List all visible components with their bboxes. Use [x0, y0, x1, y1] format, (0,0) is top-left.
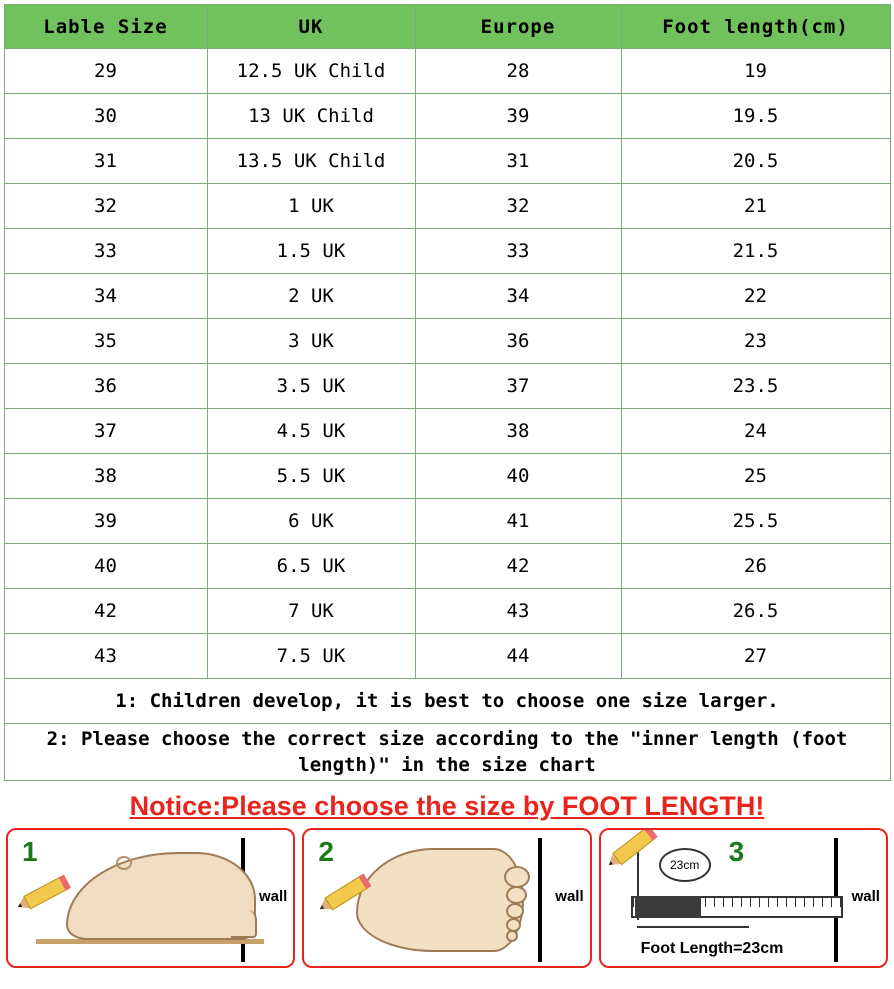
table-row [4, 454, 890, 499]
step-card-1 [6, 828, 295, 968]
table-note-row [4, 724, 890, 781]
cell-foot-length: 24 [621, 409, 890, 454]
cell-europe: 43 [415, 589, 621, 634]
table-row [4, 589, 890, 634]
cell-uk: 6 UK [207, 499, 415, 544]
pencil-icon [14, 875, 70, 915]
wall-label-1: wall [258, 888, 288, 905]
cell-lable-size: 31 [4, 139, 207, 184]
size-chart-page [0, 4, 894, 989]
cell-uk: 6.5 UK [207, 544, 415, 589]
foot-toe-icon [231, 910, 257, 938]
cell-foot-length: 26 [621, 544, 890, 589]
table-row [4, 409, 890, 454]
cell-europe: 38 [415, 409, 621, 454]
column-header-lable-size: Lable Size [4, 5, 207, 49]
table-row [4, 319, 890, 364]
size-chart-table [4, 4, 891, 781]
note-inner-length: 2: Please choose the correct size according to the "inner length (foot length)" in the size chart [4, 724, 890, 781]
table-row [4, 229, 890, 274]
step-number-3: 3 [728, 836, 745, 867]
foot-length-caption: Foot Length=23cm [640, 940, 784, 957]
ankle-marker-icon [116, 856, 132, 870]
toes-icon [496, 866, 530, 940]
cell-lable-size: 33 [4, 229, 207, 274]
cell-europe: 28 [415, 49, 621, 94]
table-row [4, 274, 890, 319]
cell-uk: 4.5 UK [207, 409, 415, 454]
cell-lable-size: 35 [4, 319, 207, 364]
column-header-foot-length: Foot length(cm) [621, 5, 890, 49]
cell-europe: 42 [415, 544, 621, 589]
table-row [4, 184, 890, 229]
cell-foot-length: 21.5 [621, 229, 890, 274]
cell-uk: 1 UK [207, 184, 415, 229]
step-number-1: 1 [22, 836, 38, 867]
cell-europe: 40 [415, 454, 621, 499]
table-row [4, 544, 890, 589]
cell-europe: 36 [415, 319, 621, 364]
cell-europe: 34 [415, 274, 621, 319]
cell-lable-size: 32 [4, 184, 207, 229]
cell-foot-length: 19.5 [621, 94, 890, 139]
wall-label-2: wall [555, 888, 584, 905]
table-row [4, 634, 890, 679]
foot-outline-band-icon [635, 896, 701, 918]
cell-foot-length: 27 [621, 634, 890, 679]
cell-lable-size: 42 [4, 589, 207, 634]
table-header [4, 5, 890, 49]
notice-banner: Notice:Please choose the size by FOOT LENGTH! [129, 791, 765, 821]
step-card-2 [302, 828, 591, 968]
cell-foot-length: 20.5 [621, 139, 890, 184]
cell-foot-length: 19 [621, 49, 890, 94]
cell-uk: 7 UK [207, 589, 415, 634]
cell-uk: 3.5 UK [207, 364, 415, 409]
table-header-row [4, 5, 890, 49]
cell-europe: 31 [415, 139, 621, 184]
cell-foot-length: 21 [621, 184, 890, 229]
cell-lable-size: 39 [4, 499, 207, 544]
column-header-europe: Europe [415, 5, 621, 49]
cell-foot-length: 23 [621, 319, 890, 364]
cell-lable-size: 38 [4, 454, 207, 499]
cell-europe: 39 [415, 94, 621, 139]
column-header-uk: UK [207, 5, 415, 49]
table-note-row [4, 679, 890, 724]
cell-lable-size: 34 [4, 274, 207, 319]
cell-europe: 32 [415, 184, 621, 229]
cell-lable-size: 30 [4, 94, 207, 139]
step-card-3 [599, 828, 888, 968]
pencil-icon [604, 828, 657, 871]
cell-lable-size: 40 [4, 544, 207, 589]
cell-europe: 33 [415, 229, 621, 274]
measure-arrow-icon [637, 926, 749, 928]
wall-line-icon [538, 838, 542, 962]
cell-uk: 12.5 UK Child [207, 49, 415, 94]
table-row [4, 364, 890, 409]
table-row [4, 94, 890, 139]
table-row [4, 499, 890, 544]
cell-uk: 7.5 UK [207, 634, 415, 679]
step-number-2: 2 [318, 836, 334, 867]
cell-europe: 37 [415, 364, 621, 409]
cell-foot-length: 26.5 [621, 589, 890, 634]
cell-lable-size: 37 [4, 409, 207, 454]
foot-top-view-icon [356, 848, 524, 952]
cell-lable-size: 36 [4, 364, 207, 409]
cell-europe: 41 [415, 499, 621, 544]
table-body [4, 49, 890, 781]
cell-uk: 2 UK [207, 274, 415, 319]
cell-uk: 13.5 UK Child [207, 139, 415, 184]
cell-lable-size: 29 [4, 49, 207, 94]
table-row [4, 49, 890, 94]
cell-foot-length: 25 [621, 454, 890, 499]
cell-foot-length: 22 [621, 274, 890, 319]
cell-europe: 44 [415, 634, 621, 679]
note-children-develop: 1: Children develop, it is best to choose one size larger. [4, 679, 890, 724]
wall-label-3: wall [851, 888, 880, 905]
cell-uk: 5.5 UK [207, 454, 415, 499]
measuring-steps [4, 828, 890, 968]
cell-uk: 3 UK [207, 319, 415, 364]
cell-uk: 1.5 UK [207, 229, 415, 274]
foot-side-view-icon [66, 852, 256, 940]
cell-lable-size: 43 [4, 634, 207, 679]
cell-uk: 13 UK Child [207, 94, 415, 139]
cell-foot-length: 23.5 [621, 364, 890, 409]
table-row [4, 139, 890, 184]
cell-foot-length: 25.5 [621, 499, 890, 544]
measurement-bubble: 23cm [659, 848, 711, 882]
